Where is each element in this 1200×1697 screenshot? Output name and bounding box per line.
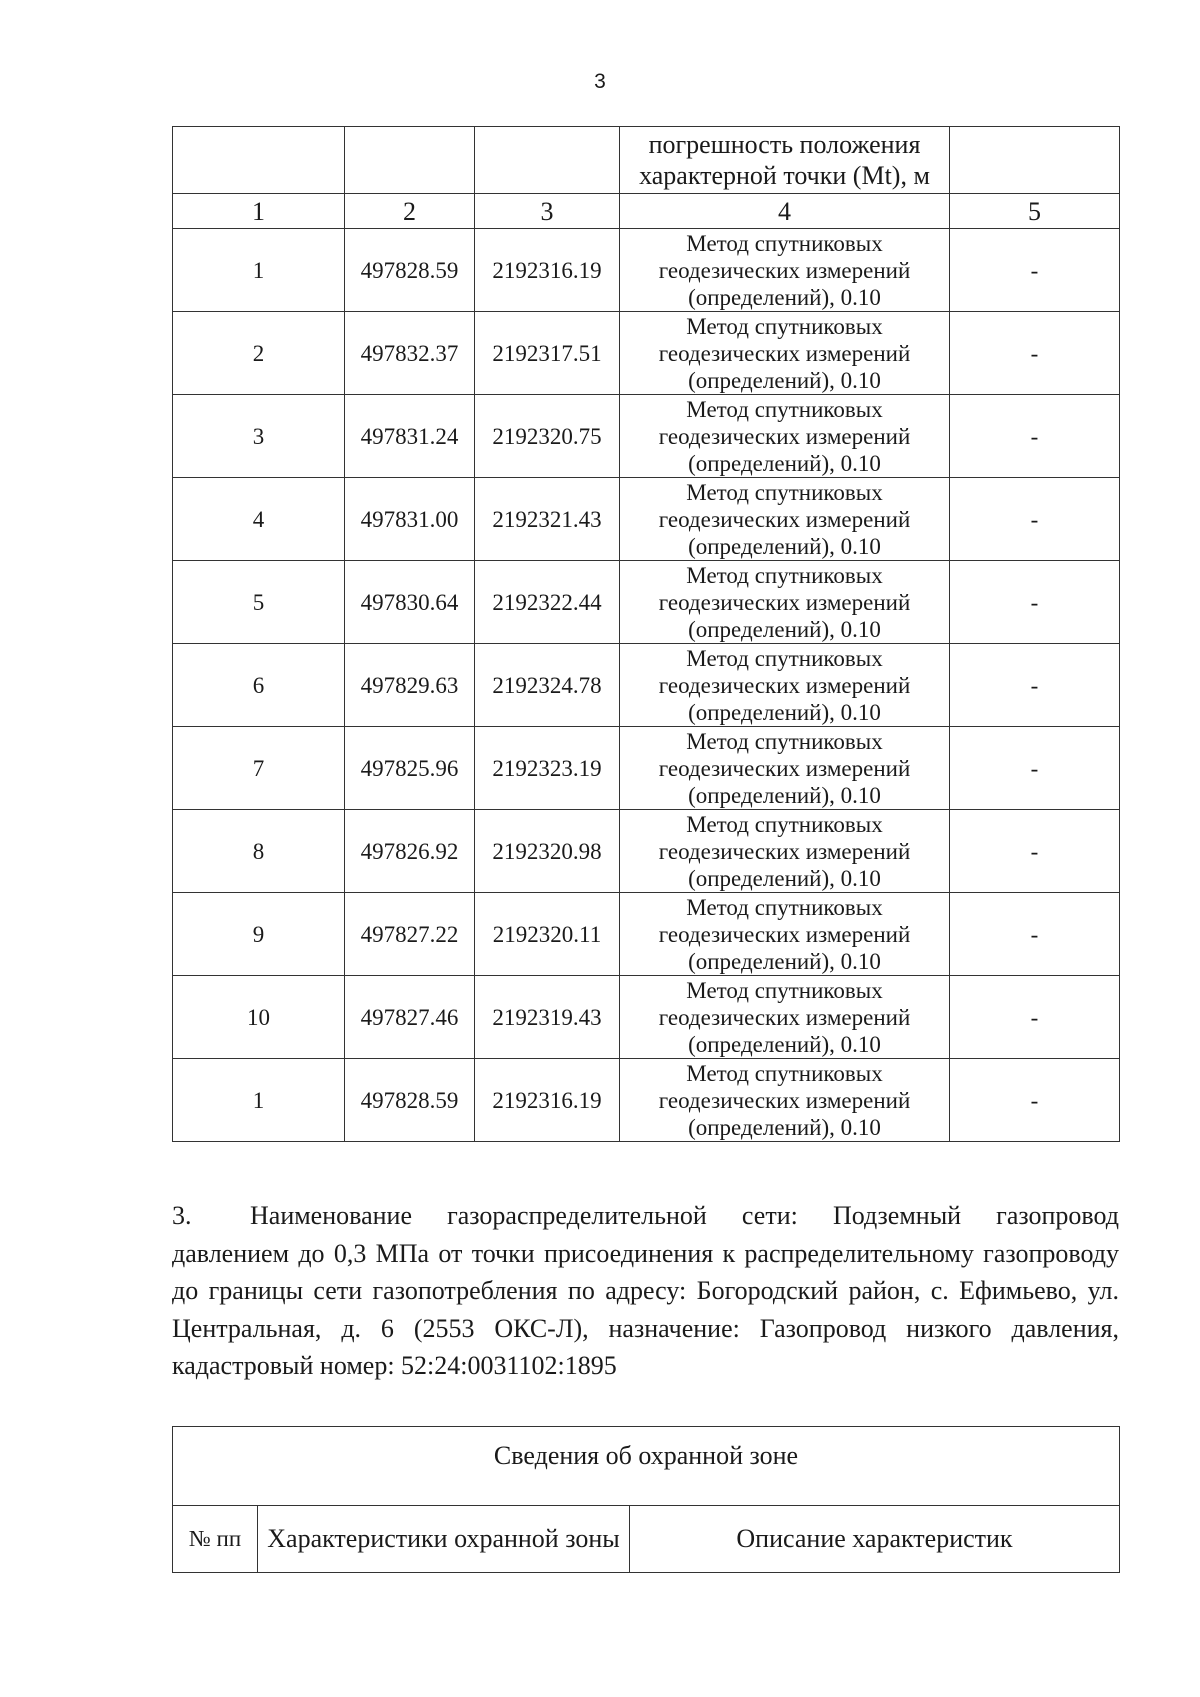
section-text: Наименование газораспределительной сети: Подземный газопровод давлением до 0,3 МПа от точки присоединения к распределительному газопроводу до границы сети газопотребления по адресу: Богородский район, с. Ефимьево, ул. Центральная, д. 6 (2553 ОКС-Л), назначение: Газопровод низкого давления, кадастровый номер: 52:24:0031102:1895: [172, 1201, 1119, 1380]
zone-title: Сведения об охранной зоне: [173, 1427, 1120, 1506]
column-number-2: 2: [345, 194, 475, 229]
y-coordinate-cell: 2192323.19: [475, 727, 620, 810]
note-cell: -: [950, 893, 1120, 976]
note-cell: -: [950, 478, 1120, 561]
x-coordinate-cell: 497825.96: [345, 727, 475, 810]
table-row: [173, 395, 1120, 478]
y-coordinate-cell: 2192317.51: [475, 312, 620, 395]
x-coordinate-cell: 497829.63: [345, 644, 475, 727]
table-row: [173, 561, 1120, 644]
note-cell: -: [950, 1059, 1120, 1142]
point-number-cell: 7: [173, 727, 345, 810]
x-coordinate-cell: 497826.92: [345, 810, 475, 893]
table-row: [173, 1059, 1120, 1142]
column-number-5: 5: [950, 194, 1120, 229]
x-coordinate-cell: 497831.24: [345, 395, 475, 478]
header-row: [173, 127, 1120, 194]
zone-title-row: [173, 1427, 1120, 1506]
table-row: [173, 976, 1120, 1059]
y-coordinate-cell: 2192320.98: [475, 810, 620, 893]
point-number-cell: 9: [173, 893, 345, 976]
protection-zone-table: [172, 1426, 1120, 1573]
method-cell: Метод спутниковых геодезических измерений (определений), 0.10: [620, 893, 950, 976]
y-coordinate-cell: 2192320.11: [475, 893, 620, 976]
zone-col-characteristics: Характеристики охранной зоны: [258, 1506, 630, 1573]
table-row: [173, 644, 1120, 727]
x-coordinate-cell: 497828.59: [345, 1059, 475, 1142]
note-cell: -: [950, 727, 1120, 810]
method-cell: Метод спутниковых геодезических измерений (определений), 0.10: [620, 976, 950, 1059]
y-coordinate-cell: 2192324.78: [475, 644, 620, 727]
point-number-cell: 4: [173, 478, 345, 561]
method-cell: Метод спутниковых геодезических измерений (определений), 0.10: [620, 644, 950, 727]
point-number-cell: 6: [173, 644, 345, 727]
y-coordinate-cell: 2192316.19: [475, 229, 620, 312]
note-cell: -: [950, 561, 1120, 644]
x-coordinate-cell: 497827.22: [345, 893, 475, 976]
method-cell: Метод спутниковых геодезических измерений (определений), 0.10: [620, 1059, 950, 1142]
y-coordinate-cell: 2192316.19: [475, 1059, 620, 1142]
y-coordinate-cell: 2192322.44: [475, 561, 620, 644]
method-cell: Метод спутниковых геодезических измерений (определений), 0.10: [620, 810, 950, 893]
zone-col-description: Описание характеристик: [630, 1506, 1120, 1573]
point-number-cell: 1: [173, 229, 345, 312]
table-row: [173, 229, 1120, 312]
method-cell: Метод спутниковых геодезических измерений (определений), 0.10: [620, 727, 950, 810]
column-number-4: 4: [620, 194, 950, 229]
point-number-cell: 8: [173, 810, 345, 893]
x-coordinate-cell: 497832.37: [345, 312, 475, 395]
point-number-cell: 10: [173, 976, 345, 1059]
header-cell-empty: [475, 127, 620, 194]
table-row: [173, 312, 1120, 395]
zone-header-row: [173, 1506, 1120, 1573]
x-coordinate-cell: 497831.00: [345, 478, 475, 561]
method-cell: Метод спутниковых геодезических измерений (определений), 0.10: [620, 312, 950, 395]
table-row: [173, 893, 1120, 976]
point-number-cell: 5: [173, 561, 345, 644]
table-row: [173, 810, 1120, 893]
x-coordinate-cell: 497828.59: [345, 229, 475, 312]
y-coordinate-cell: 2192320.75: [475, 395, 620, 478]
note-cell: -: [950, 312, 1120, 395]
point-number-cell: 2: [173, 312, 345, 395]
point-number-cell: 3: [173, 395, 345, 478]
point-number-cell: 1: [173, 1059, 345, 1142]
table-row: [173, 478, 1120, 561]
header-cell-empty: [950, 127, 1120, 194]
method-cell: Метод спутниковых геодезических измерений (определений), 0.10: [620, 561, 950, 644]
note-cell: -: [950, 395, 1120, 478]
section-number: 3.: [172, 1201, 192, 1230]
column-number-row: [173, 194, 1120, 229]
method-cell: Метод спутниковых геодезических измерений (определений), 0.10: [620, 229, 950, 312]
method-cell: Метод спутниковых геодезических измерений (определений), 0.10: [620, 395, 950, 478]
note-cell: -: [950, 644, 1120, 727]
coordinates-body: [173, 229, 1120, 1142]
x-coordinate-cell: 497827.46: [345, 976, 475, 1059]
column-number-1: 1: [173, 194, 345, 229]
y-coordinate-cell: 2192321.43: [475, 478, 620, 561]
table-row: [173, 727, 1120, 810]
y-coordinate-cell: 2192319.43: [475, 976, 620, 1059]
coordinates-table: [172, 126, 1120, 1142]
note-cell: -: [950, 810, 1120, 893]
header-cell-empty: [173, 127, 345, 194]
note-cell: -: [950, 229, 1120, 312]
header-cell-accuracy: погрешность положения характерной точки (Mt), м: [620, 127, 950, 194]
method-cell: Метод спутниковых геодезических измерений (определений), 0.10: [620, 478, 950, 561]
note-cell: -: [950, 976, 1120, 1059]
header-cell-empty: [345, 127, 475, 194]
zone-col-number: № пп: [173, 1506, 258, 1573]
page-number: 3: [594, 70, 606, 93]
column-number-3: 3: [475, 194, 620, 229]
x-coordinate-cell: 497830.64: [345, 561, 475, 644]
section-3-paragraph: [172, 1197, 1119, 1385]
